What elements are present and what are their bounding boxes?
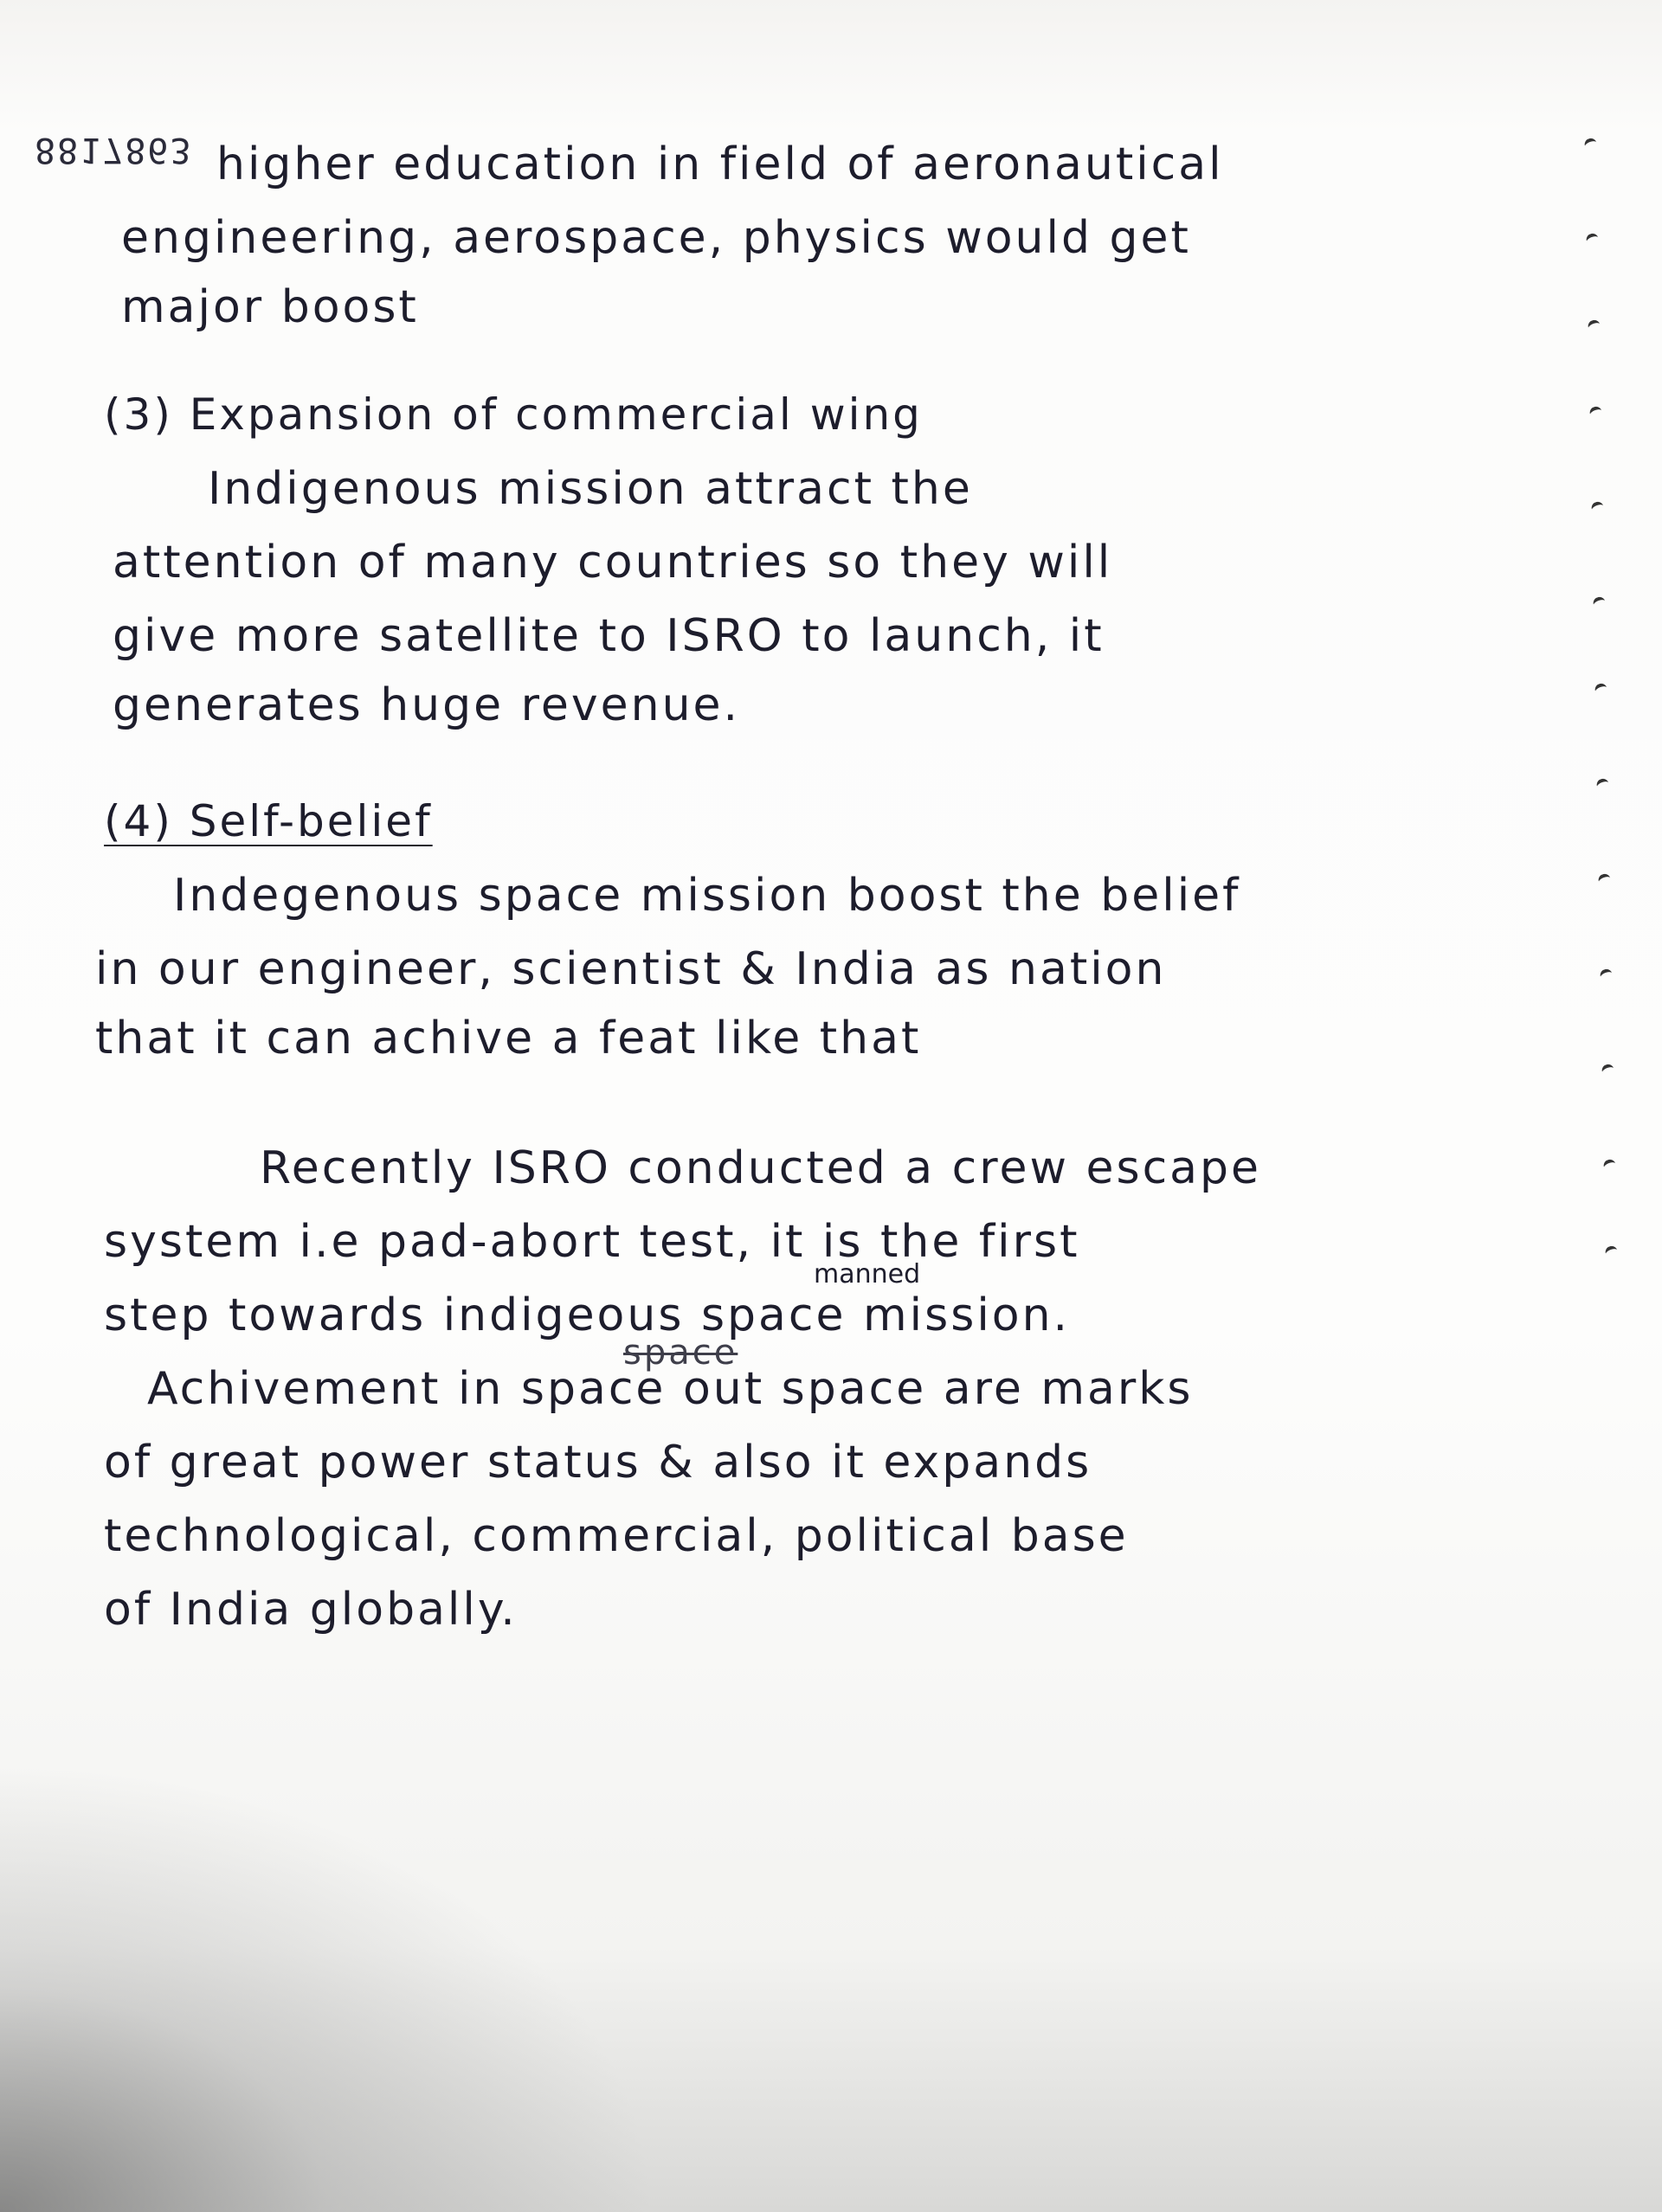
margin-tick	[1602, 1158, 1617, 1170]
text-line: engineering, aerospace, physics would get	[121, 212, 1191, 264]
text-line: Recently ISRO conducted a crew escape	[260, 1142, 1262, 1194]
mirrored-page-id: 8817863	[35, 130, 193, 170]
text-line: higher education in field of aeronautical	[216, 138, 1224, 190]
margin-tick	[1595, 777, 1610, 789]
struck-word: space	[623, 1333, 738, 1373]
margin-tick	[1587, 318, 1601, 331]
margin-tick	[1597, 872, 1612, 884]
text-line: of India globally.	[104, 1584, 518, 1636]
inserted-word: manned	[814, 1259, 921, 1289]
page-shadow	[0, 1762, 658, 2212]
margin-tick	[1588, 405, 1603, 417]
text-line: of great power status & also it expands	[104, 1437, 1092, 1489]
text-line: that it can achive a feat like that	[95, 1013, 922, 1064]
section-heading: (3) Expansion of commercial wing	[104, 389, 923, 440]
margin-tick	[1601, 1063, 1615, 1075]
margin-tick	[1599, 968, 1614, 980]
margin-tick	[1594, 682, 1608, 694]
text-line: give more satellite to ISRO to launch, it	[113, 610, 1105, 662]
text-line: Indegenous space mission boost the belief	[173, 870, 1241, 922]
text-line: Achivement in space out space are marks	[147, 1363, 1194, 1415]
text-line: technological, commercial, political base	[104, 1510, 1129, 1562]
margin-tick	[1590, 500, 1605, 512]
text-line: step towards indigeous space mission.	[104, 1289, 1071, 1341]
text-line: Indigenous mission attract the	[208, 463, 973, 515]
margin-tick	[1604, 1244, 1619, 1257]
text-line: system i.e pad-abort test, it is the first	[104, 1216, 1080, 1268]
text-line: attention of many countries so they will	[113, 537, 1113, 588]
margin-tick	[1592, 595, 1607, 608]
text-line: generates huge revenue.	[113, 679, 741, 731]
section-heading: (4) Self-belief	[104, 796, 433, 846]
text-line: in our engineer, scientist & India as nation	[95, 943, 1167, 995]
margin-tick	[1583, 137, 1598, 149]
margin-tick	[1585, 232, 1600, 244]
text-line: major boost	[121, 281, 419, 333]
